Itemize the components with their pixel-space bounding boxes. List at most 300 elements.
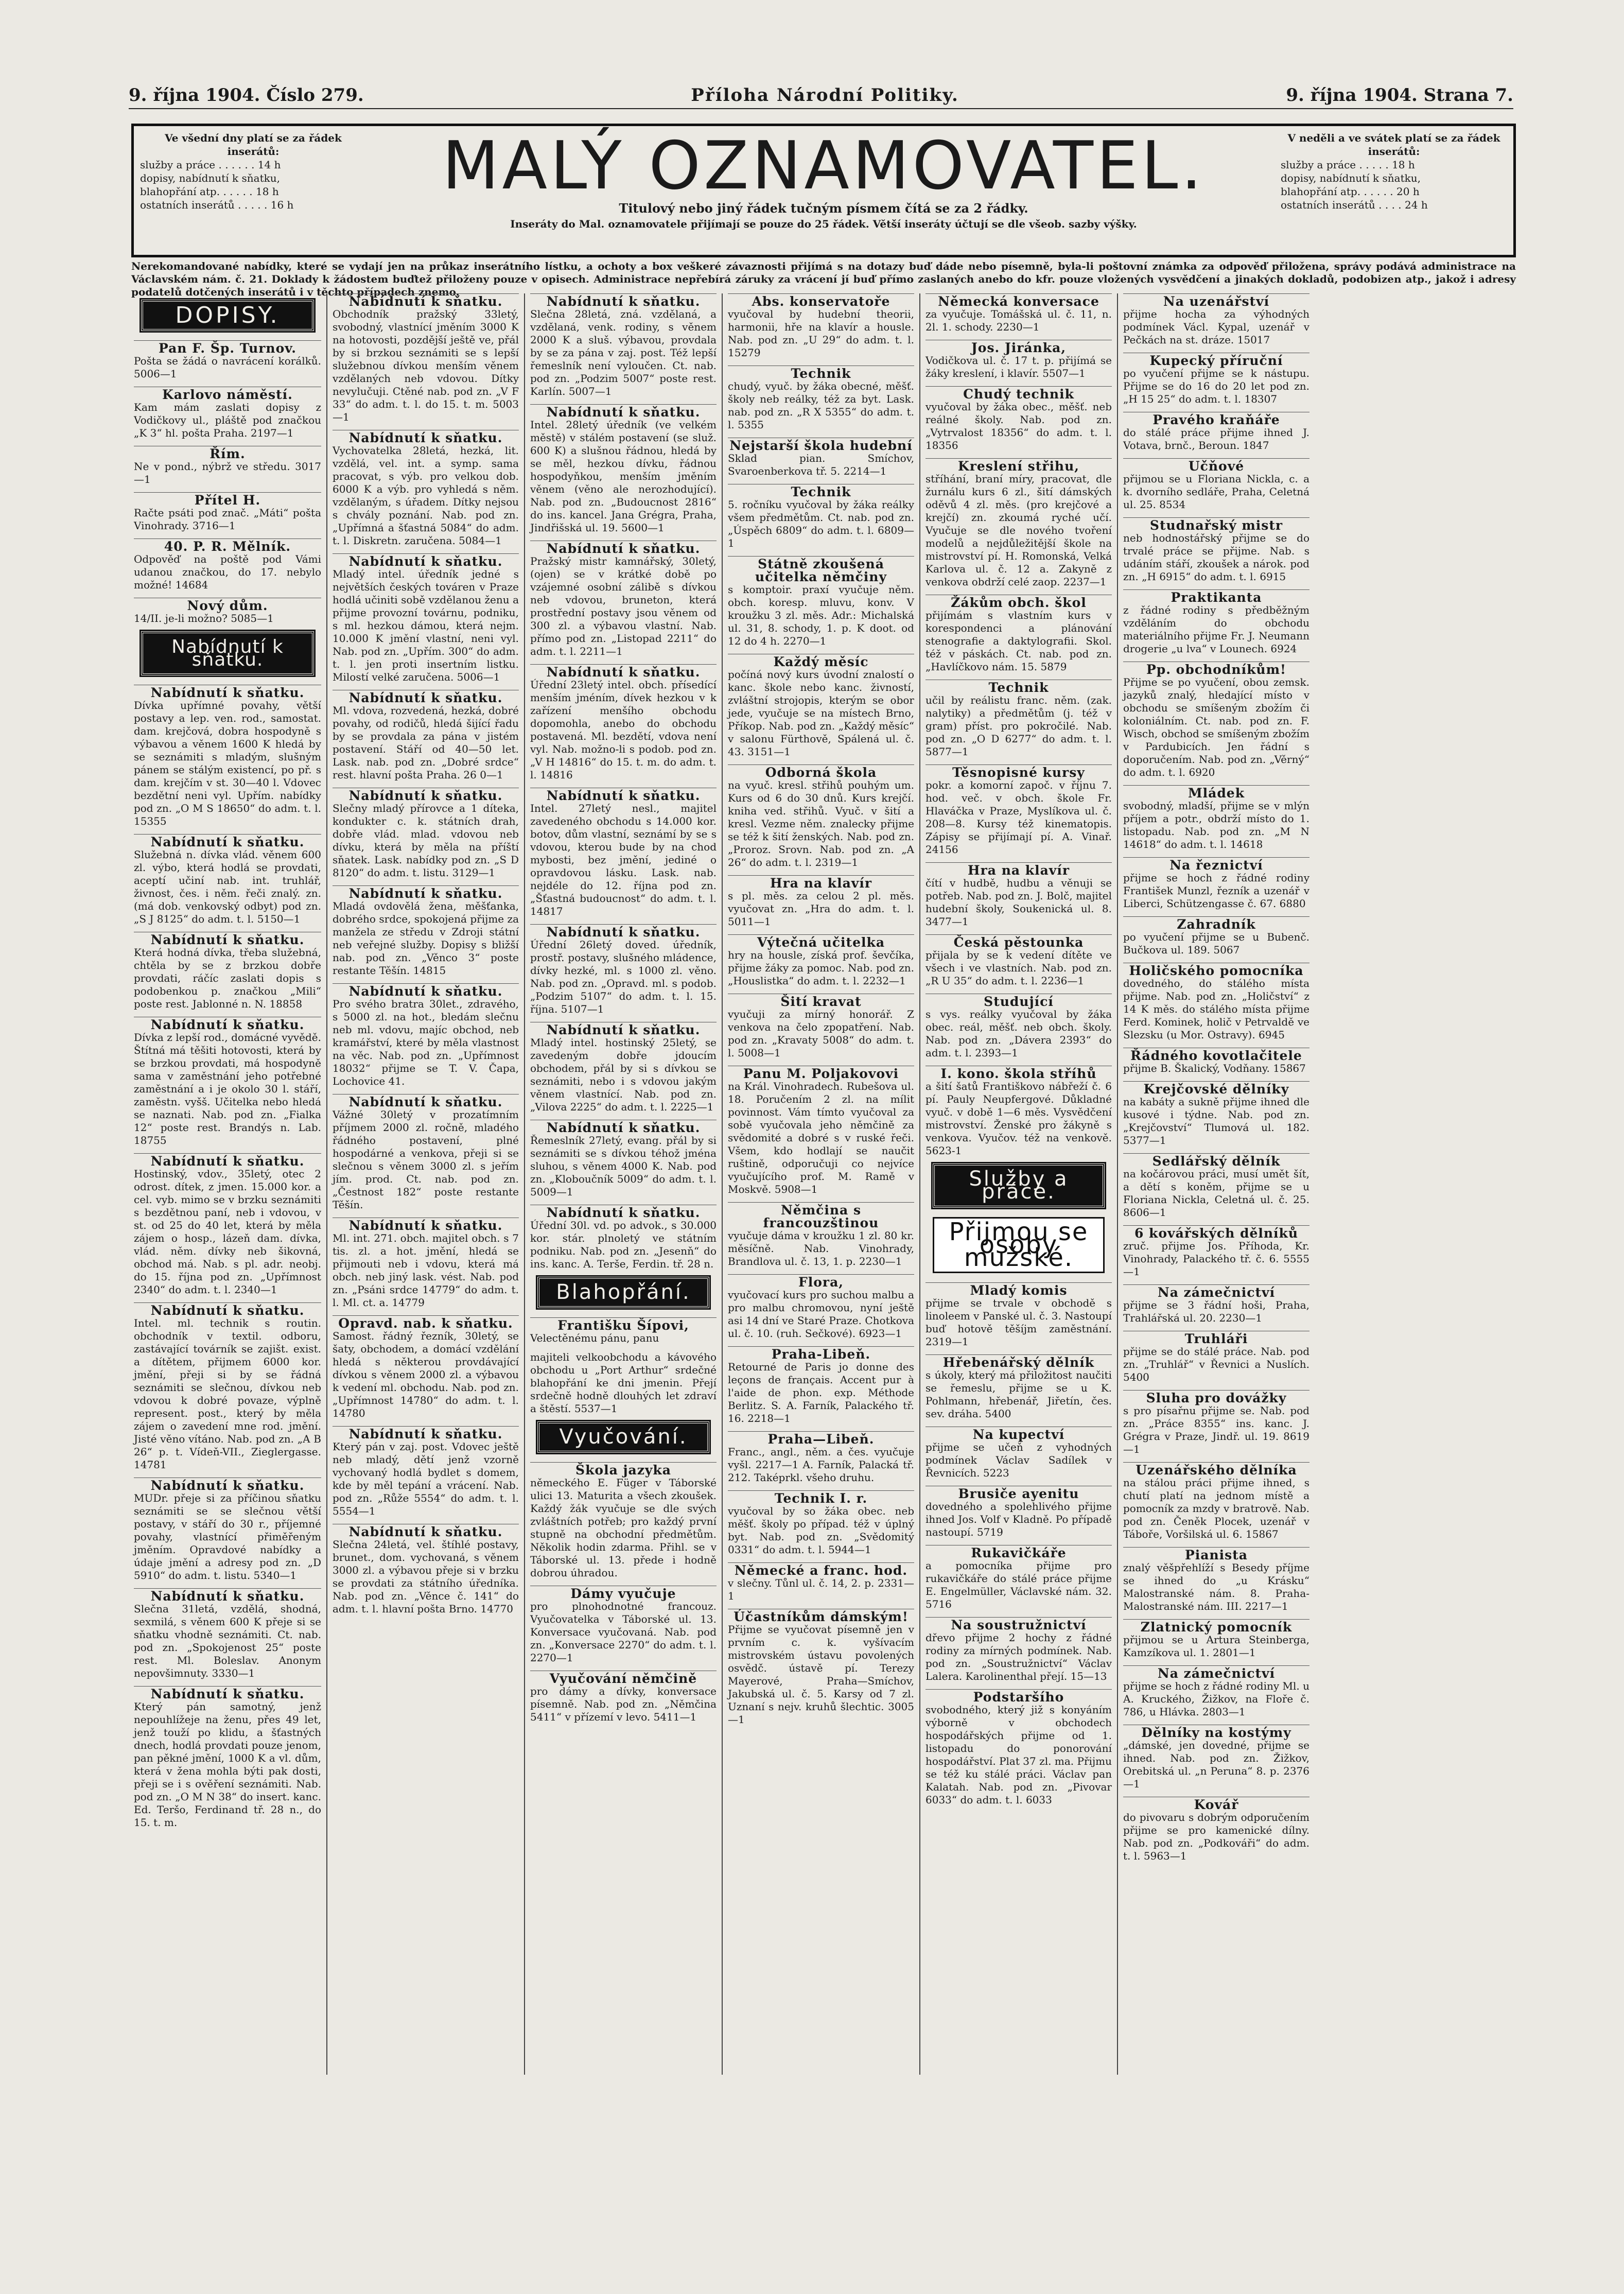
ad-heading: Každý měsíc	[728, 654, 914, 668]
ad-heading: Holičského pomocníka	[1123, 963, 1309, 977]
ad-text: Franc., angl., něm. a čes. vyučuje vyšl. 2217—1 A. Farník, Palacká tř. 212. Taképrkl. všeho druhu.	[728, 1446, 914, 1484]
classified-ad	[134, 1302, 321, 1471]
ad-text: neb hodnostářský přijme se do trvalé práce se přijme. Nab. s udáním stáří, zkoušek a nárok. pod zn. „H 6915“ do adm. t. l. 6915	[1123, 532, 1309, 583]
classified-ad	[728, 934, 914, 987]
ad-heading: Státně zkoušená učitelka němčiny	[728, 556, 914, 583]
ad-heading: Na řeznictví	[1123, 857, 1309, 872]
ad-heading: Na kupectví	[925, 1427, 1112, 1441]
section-subtitle: Titulový nebo jiný řádek tučným písmem čítá se za 2 řádky.	[619, 201, 1028, 216]
ad-heading: Nabídnutí k sňatku.	[134, 1017, 321, 1031]
classified-ad	[530, 1205, 717, 1271]
ad-heading: Nabídnutí k sňatku.	[134, 1686, 321, 1700]
ad-heading: Nabídnutí k sňatku.	[530, 788, 717, 802]
ad-text: Vážné 30letý v prozatímním příjmem 2000 zl. ročně, mladého řádného postavení, plné hospodárné a venkova, přeji si se slečnou s věnem 3000 zl. s jeřím jím. prod. Ct. nab. pod zn. „Čestnost 182“ poste restante Těšín.	[333, 1108, 519, 1211]
classified-ad	[728, 654, 914, 758]
classified-ad	[1123, 1390, 1309, 1456]
ad-heading: Chudý technik	[925, 386, 1112, 401]
ad-text: pro dámy a dívky, konversace písemně. Nab. pod zn. „Němčina 5411“ v přízemí v levo. 5411—1	[530, 1685, 717, 1723]
classified-ad	[1123, 517, 1309, 583]
ad-heading: Karlovo náměstí.	[134, 387, 321, 401]
classified-ad	[925, 595, 1112, 673]
ad-heading: Učňové	[1123, 458, 1309, 473]
rate-line: služby a práce . . . . . . 14 h	[140, 159, 281, 171]
ad-text: na stálou práci přijme ihned, s chutí platí na jednom místě a pomocník za mzdy v bratrově. Nab. pod zn. Čeněk Plocek, uzenář v Táboře, Voršilská ul. 6. 15867	[1123, 1476, 1309, 1540]
ad-text: Račte psáti pod znač. „Máti“ pošta Vinohrady. 3716—1	[134, 507, 321, 532]
ad-column	[524, 293, 722, 2075]
ad-text: vyučovací kurs pro suchou malbu a pro malbu chromovou, nyní ještě asi 14 dní ve Staré Praze. Chotkova ul. č. 10. (ruh. Sečkové). 6923—1	[728, 1289, 914, 1340]
ad-text: přijmou se u Artura Steinberga, Kamzíkova ul. 1. 2801—1	[1123, 1633, 1309, 1659]
ad-heading: Nabídnutí k sňatku.	[333, 1524, 519, 1538]
classified-ad	[333, 553, 519, 684]
ad-text: dřevo přijme 2 hochy z řádné rodiny za mírných podmínek. Nab. pod zn. „Soustružnictví“ Václav Lalera. Karolinenthal přejí. 15—13	[925, 1631, 1112, 1682]
classified-ad	[333, 1315, 519, 1420]
ad-heading: Abs. konservatoře	[728, 293, 914, 308]
section-heading-sluzby: Služby a práce.	[933, 1163, 1105, 1208]
ad-heading: Nabídnutí k sňatku.	[333, 885, 519, 900]
ad-text: Úřední 23letý intel. obch. přísedící menším jméním, dívek hezkou v k zařízení menšího obchodu dopomohla, anebo do obchodu postavená. Ml. bezdětí, vdova není vyl. Nab. možno-li s podob. pod zn. „V H 14816“ do 15. t. m. do adm. t. l. 14816	[530, 679, 717, 781]
ad-heading: Jos. Jiránka,	[925, 340, 1112, 354]
ad-heading: Krejčovské dělníky	[1123, 1081, 1309, 1096]
ad-text: s vys. reálky vyučoval by žáka obec. reál, měšť. neb obch. školy. Nab. pod zn. „Dávera 2393“ do adm. t. l. 2393—1	[925, 1008, 1112, 1059]
rates-weekday	[140, 131, 366, 212]
ad-heading: Německá konversace	[925, 293, 1112, 308]
classified-ad	[1123, 1547, 1309, 1613]
classified-ad	[728, 438, 914, 478]
ad-text: Hostinský, vdov., 35letý, otec 2 odrost. dítek, z jmen. 15.000 kor. a cel. vyb. mimo se v brzku seznámiti s bezdětnou paní, neb i vdovou, v st. od 25 do 40 let, která by měla zájem o hosp., lázeň dam. dívka, vlád. něm. dívky neb šikovná, obchod má. Nab. s pl. adr. neobj. do 15. října pod zn. „Upřímnost 2340“ do adm. t. l. 2340—1	[134, 1168, 321, 1296]
ad-heading: Hra na klavír	[728, 875, 914, 890]
ad-text: Přijme se vyučovat písemně jen v prvním c. k. vyšívacím mistrovském ústavu povolených osvědč. ústavě pí. Terezy Mayerové, Praha—Smíchov, Jakubská ul. č. 5. Karsy od 7 zl. Uznaní s nejv. kruhů šlechtic. 3005—1	[728, 1623, 914, 1726]
ad-heading: Na zámečnictví	[1123, 1284, 1309, 1299]
ad-text: přijme se učeň z vyhodných podmínek Václav Sadílek v Řevnicích. 5223	[925, 1441, 1112, 1479]
classified-ad	[728, 1346, 914, 1425]
section-heading-blahoprani: Blahopřání.	[537, 1277, 709, 1308]
ad-heading: Nabídnutí k sňatku.	[333, 1094, 519, 1108]
ad-heading: Nejstarší škola hudební	[728, 438, 914, 452]
ad-text: Retourné de Paris jo donne des leçons de français. Accent pur à l'aide de phon. exp. Méthode Berlitz. S. A. Farník, Palackého tř. 16. 2218—1	[728, 1361, 914, 1424]
ad-text: MUDr. přeje si za příčinou sňatku seznámiti se se slečnou větší postavy, v stáří do 30 r., příjemné povahy, vlastnící přiměřeným jměním. Opravdové nabídky a údaje jmění a adresy pod zn. „D 5910“ do adm. t. listu. 5340—1	[134, 1492, 321, 1582]
ad-heading: Řádného kovotlačitele	[1123, 1048, 1309, 1062]
classified-ad	[134, 932, 321, 1011]
ad-text: Mladá ovdovělá žena, měšťanka, dobrého srdce, spokojená přijme za manžela ze středu v Zdroji státní neb veřejné služby. Dopisy s bližší nab. pod zn. „Věnco 3“ poste restante Těšín. 14815	[333, 900, 519, 977]
classified-ad	[134, 446, 321, 486]
classified-ad	[925, 458, 1112, 588]
ad-text: Dívka z lepší rod., domácné vyvědě. Štítná má těšiti hotovosti, která by se brzkou provdati, má hospodyně sama v zaměstnání jeho potřebné zaměstnání a i je okolo 30 l. stáří, zaměstn. vyšš. Učitelka nebo hledá se naznati. Nab. pod zn. „Fialka 12“ poste rest. Brandýs n. Lab. 18755	[134, 1031, 321, 1146]
classified-ad	[134, 387, 321, 440]
ad-columns	[129, 293, 1513, 2075]
ad-heading: Praktikanta	[1123, 589, 1309, 604]
ad-text: po vyučení přijme se u Bubenč. Bučkova ul. 189. 5067	[1123, 931, 1309, 956]
ad-text: vyučoval by hudební theorii, harmonii, hře na klavír a housle. Nab. pod zn. „U 29“ do adm. t. l. 15279	[728, 308, 914, 359]
ad-heading: Němčina s francouzštinou	[728, 1202, 914, 1229]
ad-text: Slečna 24letá, vel. štíhlé postavy, brunet., dom. vychovaná, s věnem 3000 zl. a výbavou přeje si v brzku se provdati za státního úředníka. Nab. pod zn. „Věnce č. 141“ do adm. t. l. hlavní pošta Brno. 14770	[333, 1538, 519, 1615]
classified-ad	[333, 1094, 519, 1211]
classified-ad	[1123, 589, 1309, 655]
ad-heading: Kreslení střihu,	[925, 458, 1112, 473]
classified-ad	[1123, 1619, 1309, 1659]
header-date-issue: 9. října 1904. Číslo 279.	[129, 85, 364, 106]
section-heading-vyucovani: Vyučování.	[537, 1421, 709, 1453]
ad-text: znalý věšpřehlíží s Besedy příjme se ihned do „u Krásku“ Malostranské nám. 8. Praha-Malostranské nám. III. 2217—1	[1123, 1561, 1309, 1612]
classified-ad	[925, 764, 1112, 856]
ad-heading: Studující	[925, 994, 1112, 1008]
section-heading-dopisy: DOPISY.	[141, 300, 314, 331]
ad-text: přijímám s vlastním kurs v korespondenci a plánování stenografie a daktylografii. Skol. též v páskách. Ct. nab. pod zn. „Havlíčkovo nám. 15. 5879	[925, 609, 1112, 673]
classified-ad	[1123, 458, 1309, 511]
ad-text: učil by reálistu franc. něm. (zak. nalytiky) a předmětům (j. též v gram) příst. pro pokročilé. Nab. pod zn. „O D 6277“ do adm. t. l. 5877—1	[925, 694, 1112, 758]
classified-ad	[1123, 1797, 1309, 1863]
ad-heading: Řím.	[134, 446, 321, 460]
classified-ad	[1123, 916, 1309, 957]
ad-heading: Výtečná učitelka	[728, 934, 914, 949]
ad-heading: Nabídnutí k sňatku.	[530, 541, 717, 555]
ad-text: pro plnohodnotné francouz. Vyučovatelka v Táborské ul. 13. Konversace vyučovaná. Nab. pod zn. „Konversace 2270“ do adm. t. l. 2270—1	[530, 1600, 717, 1664]
ad-heading: Studnařský mistr	[1123, 517, 1309, 532]
classified-ad	[1123, 662, 1309, 779]
classified-ad	[925, 994, 1112, 1059]
ad-text: na kabáty a sukně přijme ihned dle kusové i týdne. Nab. pod zn. „Krejčovství“ Tlumová ul. 182. 5377—1	[1123, 1096, 1309, 1146]
ad-heading: Františku Šípovi,	[530, 1317, 717, 1332]
ad-text: a pomocníka přijme pro rukavičkáře do stálé práce přijme E. Engelmüller, Václavské nám. 32. 5716	[925, 1559, 1112, 1610]
ad-text: přijme se hoch z řádné rodiny Ml. u A. Kruckého, Žižkov, na Floře č. 786, u Hlávka. 2803—1	[1123, 1680, 1310, 1718]
ad-text: Samost. řádný řezník, 30letý, se šaty, obchodem, a domácí vzdělání hledá s některou provdávající dívkou s věnem 2000 zl. a výbavou k vedení ml. obchodu. Nab. pod zn. „Upřímnost 14780“ do adm. t. l. 14780	[333, 1330, 519, 1419]
classified-ad	[530, 664, 717, 781]
ad-text: Vychovatelka 28letá, hezká, lit. vzdělá, vel. int. a symp. sama pracovat, s výb. pro velkou dob. 6000 K a výb. pro vyhledá s něm. vzdělaným, s úřadem. Dítky nejsou s chvály poznání. Nab. pod zn. „Upřímná a šťastná 5084“ do adm. t. l. Diskretn. zaručena. 5084—1	[333, 444, 519, 547]
classified-ad	[134, 1153, 321, 1296]
classified-ad	[134, 538, 321, 592]
classified-ad	[1123, 1665, 1309, 1718]
ad-text: do stálé práce přijme ihned J. Votava, brnč., Beroun. 1847	[1123, 426, 1309, 451]
classified-ad	[333, 1218, 519, 1309]
ad-text: přijme B. Škalický, Vodňany. 15867	[1123, 1062, 1306, 1074]
ad-text: Obchodník pražský 33letý, svobodný, vlastnící jměním 3000 K na hotovosti, pozdější ještě ve, přál by si brzkou seznámiti se s lepší služebnou dívkou menším věnem vzdělaných neb vdovou. Dítky nevylučuji. Ctěné nab. pod zn. „V F 33“ do adm. t. l. do 15. t. m. 5003—1	[333, 308, 519, 423]
ad-heading: Nabídnutí k sňatku.	[134, 932, 321, 946]
ad-heading: Na zámečnictví	[1123, 1665, 1309, 1680]
ad-heading: Nabídnutí k sňatku.	[333, 983, 519, 998]
ad-heading: Pravého kraňáře	[1123, 412, 1309, 426]
ad-heading: Technik	[728, 366, 914, 380]
ad-column	[722, 293, 919, 2075]
ad-text: „dámské, jen dovedné, přijme se ihned. Nab. pod zn. Žižkov, Orebitská ul. „n Peruna“ 8. p. 2376—1	[1123, 1739, 1309, 1790]
ad-text: svobodný, mladší, přijme se v mlýn příjem a potr., obdrží místo do 1. listopadu. Nab. pod zn. „M N 14618“ do adm. t. l. 14618	[1123, 800, 1309, 850]
ad-heading: Nabídnutí k sňatku.	[530, 664, 717, 679]
classified-ad	[530, 1671, 717, 1724]
classified-ad	[728, 484, 914, 550]
ad-heading: Na uzenářství	[1123, 293, 1309, 308]
ad-heading: Nabídnutí k sňatku.	[530, 1120, 717, 1134]
classified-ad	[728, 1066, 914, 1196]
ad-heading: Opravd. nab. k sňatku.	[333, 1315, 519, 1330]
classified-ad	[530, 1317, 717, 1345]
classified-ad	[1123, 353, 1309, 406]
rates-weekday-heading: Ve všední dny platí se za řádek inserátů:	[165, 132, 342, 158]
rate-line: ostatních inserátů . . . . . 16 h	[140, 199, 294, 211]
rate-line: dopisy, nabídnutí k sňatku,	[1281, 172, 1421, 184]
classified-ad	[1123, 1462, 1309, 1541]
ad-heading: I. kono. škola stříhů	[925, 1066, 1112, 1080]
classified-ad	[925, 1354, 1112, 1420]
classified-ad	[728, 293, 914, 359]
classified-ad	[925, 293, 1112, 334]
ad-heading: Pianista	[1123, 1547, 1309, 1561]
ad-text: svobodného, který již s konyáním výborně v obchodech hospodářských přijme od 1. listopadu do ponorování hospodářství. Plat 37 zl. ma. Přijmu se též ku stálé práci. Václav pan Kalatah. Nab. pod zn. „Pivovar 6033“ do adm. t. l. 6033	[925, 1704, 1112, 1806]
ad-text: s pro písařnu přijme se. Nab. pod zn. „Práce 8355“ ins. kanc. J. Grégra v Praze, Jindř. ul. 19. 8619—1	[1123, 1404, 1309, 1455]
classified-ad	[728, 366, 914, 431]
ad-text: Intel. 27letý nesl., majitel zavedeného obchodu s 14.000 kor. botov, dům vlastní, seznámí by se s vdovou, kterou bude by na chod mybosti, bez jmění, jediné o opravdovou lásku. Lask. nab. nejdéle do 12. října pod zn. „Šťastná budoucnost“ do adm. t. l. 14817	[530, 802, 717, 917]
ad-heading: Nabídnutí k sňatku.	[134, 1153, 321, 1168]
classified-ad	[1123, 412, 1309, 452]
ad-text: Úřední 30l. vd. po advok., s 30.000 kor. stár. plnoletý ve státním podniku. Nab. pod zn. „Jesenň“ do ins. kanc. A. Terše, Ferdin. tř. 28 n.	[530, 1219, 717, 1270]
classified-ad	[530, 1586, 717, 1664]
ad-heading: Mladý komis	[925, 1282, 1112, 1297]
ad-text: chudý, vyuč. by žáka obecné, měšť. školy neb reálky, též za byt. Lask. nab. pod zn. „R X 5355“ do adm. t. l. 5355	[728, 380, 914, 431]
ad-heading: Nabídnutí k sňatku.	[333, 1426, 519, 1440]
ad-heading: Žákům obch. škol	[925, 595, 1112, 609]
ad-text: Ml. vdova, rozvedená, hezká, dobré povahy, od rodičů, hledá šijící řadu by se provdala za pána v jistém postavení. Stáří od 40—50 let. Lask. nab. pod zn. „Dobré srdce“ rest. hlavní pošta Praha. 26 0—1	[333, 704, 519, 781]
ad-heading: Nabídnutí k sňatku.	[333, 553, 519, 568]
ad-heading: Nabídnutí k sňatku.	[333, 293, 519, 308]
ad-text: Který pán v zaj. post. Vdovec ještě neb mladý, dětí jenž vzorně vychovaný hodlá bydlet s domem, kde by měl tepání a vrácení. Nab. pod zn. „Růže 5554“ do adm. t. l. 5554—1	[333, 1440, 519, 1517]
classified-ad	[134, 685, 321, 828]
classified-ad	[134, 492, 321, 532]
classified-ad	[728, 556, 914, 648]
ad-heading: Praha-Libeň.	[728, 1346, 914, 1361]
rate-line: dopisy, nabídnutí k sňatku,	[140, 172, 280, 184]
classified-ad	[530, 293, 717, 398]
ad-text: Velectěnému pánu, panu	[530, 1332, 659, 1344]
classified-ad	[925, 680, 1112, 758]
classified-ad	[728, 1431, 914, 1484]
ad-text: Mladý intel. hostinský 25letý, se zavedeným dobře jdoucím obchodem, přál by si s dívkou se seznámiti, nebo i s vdovou jakým věnem vlastnící. Nab. pod zn. „Vilova 2225“ do adm. t. l. 2225—1	[530, 1036, 717, 1113]
ad-heading: Sluha pro dovážky	[1123, 1390, 1309, 1404]
ad-text: na vyuč. kresl. střihů pouhým um. Kurs od 6 do 30 dnů. Kurs krejčí. kniha ved. střihů. Vyuč. v šití a kresl. Vezme něm. znalecky přijme se též k šití ženských. Nab. pod zn. „Proroz. Srovn. Nab. pod zn. „A 26“ do adm. t. l. 2319—1	[728, 779, 914, 868]
ad-heading: 6 kovářských dělníků	[1123, 1225, 1309, 1240]
ad-text: do pivovaru s dobrým odporučením přijme se pro kamenické dílny. Nab. pod zn. „Podkováři“ do adm. t. l. 5963—1	[1123, 1811, 1309, 1862]
ad-text: přijme se trvale v obchodě s linoleem v Panské ul. č. 3. Nastoupí buď hotově těšíjm zaměstnání. 2319—1	[925, 1297, 1112, 1348]
classified-ad	[1123, 1725, 1309, 1791]
ad-text: Ne v pond., nýbrž ve středu. 3017—1	[134, 460, 321, 485]
rate-line: blahopřání atp. . . . . . 18 h	[140, 185, 279, 198]
ad-heading: Zlatnický pomocník	[1123, 1619, 1309, 1633]
classifieds-banner	[131, 124, 1516, 257]
ad-text: zruč. přijme Jos. Příhoda, Kr. Vinohrady, Palackého tř. č. 6. 5555—1	[1123, 1240, 1309, 1278]
classified-ad	[925, 1282, 1112, 1348]
ad-heading: Praha—Libeň.	[728, 1431, 914, 1446]
classified-ad	[134, 1017, 321, 1147]
ad-text: přijme se do stálé práce. Nab. pod zn. „Truhlář“ v Řevnici a Nuslích. 5400	[1123, 1345, 1309, 1383]
ad-text: Pošta se žádá o navrácení korálků. 5006—1	[134, 355, 321, 380]
section-heading-prijmou: Přijmou se osoby mužské.	[933, 1217, 1105, 1273]
ad-heading: Nabídnutí k sňatku.	[333, 690, 519, 704]
ad-heading: Flora,	[728, 1274, 914, 1289]
ad-heading: Nabídnutí k sňatku.	[134, 1588, 321, 1603]
ad-text: Pražský mistr kamnářský, 30letý, (ojen) se v krátké době po vzájemné osobní zálibě s dívkou neb vdovou, bruneton, která prostřední postavy jsou věnem od 300 zl. a výbavou vlastní. Nab. přímo pod zn. „Listopad 2211“ do adm. t. l. 2211—1	[530, 555, 717, 657]
ad-heading: Nabídnutí k sňatku.	[134, 1478, 321, 1492]
classified-ad	[728, 1609, 914, 1726]
classified-ad	[1123, 1048, 1309, 1075]
ad-heading: Nabídnutí k sňatku.	[530, 1205, 717, 1219]
classified-ad	[134, 598, 321, 625]
classified-ad	[728, 994, 914, 1059]
classified-ad	[1123, 1153, 1309, 1219]
ad-heading: Nabídnutí k sňatku.	[530, 1022, 717, 1036]
classified-ad	[333, 1426, 519, 1518]
ad-heading: Hra na klavír	[925, 862, 1112, 877]
classified-ad	[530, 1120, 717, 1198]
classified-ad	[134, 1588, 321, 1680]
classified-ad	[333, 983, 519, 1088]
ad-heading: Nabídnutí k sňatku.	[530, 404, 717, 419]
classified-ad	[530, 924, 717, 1016]
ad-heading: Podstaršího	[925, 1689, 1112, 1704]
classified-ad	[925, 1427, 1112, 1480]
section-note: Inseráty do Mal. oznamovatele přijímají se pouze do 25 řádek. Větší inseráty účtují se dle všeob. sazby výšky.	[510, 218, 1137, 230]
ad-heading: Vyučování němčině	[530, 1671, 717, 1685]
classified-ad	[1123, 293, 1309, 346]
ad-heading: Sedlářský dělník	[1123, 1153, 1309, 1168]
ad-text: Přijme se po vyučení, obou zemsk. jazyků znalý, hledající místo v obchodu se smíšeným zbožím či koloniálním. Ct. nab. pod zn. F. Wisch, obchod se smíšeným zbožím v Pardubicích. Jen řádní s doporučením. Nab. pod zn. „Věrný“ do adm. t. l. 6920	[1123, 676, 1309, 778]
ad-heading: Škola jazyka	[530, 1462, 717, 1476]
classified-ad	[925, 1689, 1112, 1806]
ad-heading: Pan F. Šp. Turnov.	[134, 340, 321, 355]
ad-heading: Technik I. r.	[728, 1490, 914, 1505]
ad-text: německého E. Füger v Táborské ulici 13. Maturita a všech zkoušek. Každý žák vyučuje se dle svých zvláštních potřeb; pro každý první stupně na obchodní předmětům. Několik hodin zdarma. Přihl. se v Táborské ul. 13. přede i hodně dobrou úhradou.	[530, 1476, 717, 1579]
ad-text: v slečny. Tůnl ul. č. 14, 2. p. 2331—1	[728, 1577, 914, 1602]
ad-text: Vodičkova ul. č. 17 t. p. přijímá se žáky kreslení, i klavír. 5507—1	[925, 354, 1112, 379]
page-header	[129, 82, 1513, 109]
ad-text: přijme hocha za výhodných podmínek Václ. Kypal, uzenář v Pečkách na st. dráze. 15017	[1123, 308, 1309, 346]
ad-text: Úřední 26letý doved. úředník, prostř. postavy, slušného mládence, dívky hezké, ml. s 1000 zl. věno. Nab. pod zn. „Opravd. ml. s podob. „Podzim 5107“ do adm. t. l. 15. října. 5107—1	[530, 939, 717, 1015]
ad-text: hry na housle, získá prof. ševčíka, přijme žáky za pomoc. Nab. pod zn. „Houslistka“ do adm. t. l. 2232—1	[728, 949, 914, 987]
ad-heading: Technik	[728, 484, 914, 498]
ad-heading: Mládek	[1123, 785, 1309, 800]
ad-text: s komptoir. praxí vyučuje něm. obch. koresp. mluvu, konv. V kroužku 3 zl. měs. Adr.: Michalská ul. 31, 8. schody, 1. p. K doot. od 12 do 4 h. 2270—1	[728, 583, 914, 647]
ad-heading: Nabídnutí k sňatku.	[333, 430, 519, 444]
ad-heading: Panu M. Poljakovovi	[728, 1066, 914, 1080]
classified-ad	[530, 541, 717, 658]
ad-text: dovedného a spolehlivého přijme ihned Jos. Volf v Kladně. Po případě nastoupí. 5719	[925, 1500, 1112, 1538]
ad-text: vyučuje dáma v kroužku 1 zl. 80 kr. měsíčně. Nab. Vinohrady, Brandlova ul. č. 13, 1. p. 2230—1	[728, 1229, 914, 1267]
classified-ad	[333, 690, 519, 781]
classified-ad	[925, 1617, 1112, 1683]
ad-heading: Německé a franc. hod.	[728, 1562, 914, 1577]
rates-holiday	[1281, 131, 1507, 212]
ad-heading: Kupecký příruční	[1123, 353, 1309, 367]
ad-heading: Dámy vyučuje	[530, 1586, 717, 1600]
header-date-page: 9. října 1904. Strana 7.	[1286, 85, 1513, 106]
ad-heading: Nový dům.	[134, 598, 321, 612]
classified-ad	[134, 834, 321, 926]
classified-ad	[1123, 963, 1309, 1041]
rate-line: služby a práce . . . . . 18 h	[1281, 159, 1415, 171]
ad-heading: 40. P. R. Mělník.	[134, 538, 321, 553]
ad-text: pokr. a komorní započ. v říjnu 7. hod. več. v obch. škole Fr. Hlaváčka v Praze, Myslíkova ul. č. 208—8. Kursy též kinematopis. Zápisy se přijímají pí. A. Vinař. 24156	[925, 779, 1112, 856]
ad-text: Slečna 28letá, zná. vzdělaná, a vzdělaná, venk. rodiny, s věnem 2000 K a sluš. výbavou, provdala by se za pána v zaj. post. Též lepší řemeslník není vyloučen. Ct. nab. pod zn. „Podzim 5007“ poste rest. Karlín. 5007—1	[530, 308, 717, 397]
ad-heading: Těsnopisné kursy	[925, 764, 1112, 779]
ad-text: Sklad pian. Smíchov, Svaroenberkova tř. 5. 2214—1	[728, 452, 914, 477]
ad-heading: Přítel H.	[134, 492, 321, 507]
classified-ad	[1123, 785, 1309, 851]
classified-ad	[925, 1066, 1112, 1157]
ad-heading: Nabídnutí k sňatku.	[530, 293, 717, 308]
classified-ad	[134, 1478, 321, 1582]
classified-ad	[1123, 1331, 1309, 1384]
classified-ad	[530, 1351, 717, 1415]
ad-heading: Odborná škola	[728, 764, 914, 779]
ad-text: na kočárovou práci, musí umět šít, a dětí s koněm, přijme se u Floriana Nickla, Celetná ul. č. 25. 8606—1	[1123, 1168, 1309, 1219]
ad-heading: Zahradník	[1123, 916, 1309, 931]
ad-text: přijala by se k vedení dítěte ve všech i ve vlastních. Nab. pod zn. „R U 35“ do adm. t. l. 2236—1	[925, 949, 1112, 987]
banner-terms: Nerekomandované nabídky, které se vydají jen na průkaz inserátního lístku, a ochoty a box veškeré závaznosti přijímá s na dotazy buď dáde nebo písemně, byla-li poštovní známka za odpověď přiložena, správy podává administrace na Václavském nám. č. 21. Doklady k žádostem buďtež přiloženy pouze v opisech. Administrace nepřebírá záruky za vrácení jí buď přímo zaslaných anebo do kfr. pouze vložených vysvědčení a jinakých dokladů, podobizen atp., jakož i adresy podatelů dotčených inserátů i v těchto případech znemo.	[131, 260, 1516, 298]
ad-text: Slečny mladý přírovce a 1 díteka, kondukter c. k. státních drah, dobře vlád. mlad. vdovou neb dívku, která by měla na příští sňatek. Lask. nabídky pod zn. „S D 8120“ do adm. t. listu. 3129—1	[333, 802, 519, 879]
ad-column	[326, 293, 524, 2075]
ad-text: Intel. ml. technik s routin. obchodník v textil. odboru, zastávající továrník se zajišt. exist. a dítětem, přijmem 6000 kor. jmění, přeji si by se řádná seznámiti se slečnou, dívkou neb vdovou k dobré povaze, výplně represent. post., který by měla zájem o zavedení mne rod. jmění. Jisté věno vítáno. Nab. pod zn. „A B 26“ p. t. Vídeň-VII., Zieglergasse. 14781	[134, 1317, 321, 1471]
classified-ad	[728, 764, 914, 869]
ad-text: přijme se hoch z řádné rodiny František Munzl, řezník a uzenář v Liberci, Schützengasse č. 67. 6880	[1123, 872, 1309, 910]
classified-ad	[333, 885, 519, 977]
ad-text: Služebná n. dívka vlád. věnem 600 zl. výbo, která hodlá se provdati, aceptí učiní nab. int. truhlář, živnost, čes. i něm. řeči znalý. zn. (má dob. venkovský odbyt) pod zn. „S J 8125“ do adm. t. l. 5150—1	[134, 848, 321, 925]
classified-ad	[728, 1202, 914, 1268]
classified-ad	[728, 1562, 914, 1603]
rates-holiday-heading: V neděli a ve svátek platí se za řádek inserátů:	[1287, 132, 1500, 158]
ad-text: 5. ročníku vyučoval by žáka reálky všem předmětům. Ct. nab. pod zn. „Úspěch 6809“ do adm. t. l. 6809—1	[728, 498, 914, 549]
ad-heading: Nabídnutí k sňatku.	[134, 1302, 321, 1317]
ad-heading: Kovář	[1123, 1797, 1309, 1811]
ad-text: přijmou se u Floriana Nickla, c. a k. dvorního sedláře, Praha, Celetná ul. 25. 8534	[1123, 473, 1309, 511]
ad-text: Kam mám zaslati dopisy z Vodičkovy ul., pláště pod značkou „K 3“ hl. pošta Praha. 2197—1	[134, 401, 321, 439]
ad-text: čítí v hudbě, hudbu a věnuji se potřeb. Nab. pod zn. J. Bolč, majitel hudební školy, Soukenická ul. 8. 3477—1	[925, 877, 1112, 928]
ad-heading: Technik	[925, 680, 1112, 694]
ad-text: s úkoly, který má přiložitost naučiti se řemeslu, přijme se u K. Pohlmann, hřebenář, Jiřetín, čes. sev. dráha. 5400	[925, 1369, 1112, 1420]
ad-heading: Hřebenářský dělník	[925, 1354, 1112, 1369]
ad-text: na Král. Vinohradech. Rubešova ul. 18. Poručením 2 zl. na mílit povinnost. Vám tímto vyučoval za sobě vyučovala jeho němčině za svědomité a dobré s v ruské řeči. Všem, kdo hodlají se naučit ruštině, odporučuji co nejvíce vyučujícího prof. M. Ramě v Moskvě. 5908—1	[728, 1080, 914, 1195]
ad-text: vyučoval by so žáka obec. neb měšť. školy po případ. též v úplný byt. Nab. pod zn. „Svědomitý 0331“ do adm. t. l. 5944—1	[728, 1505, 914, 1556]
classified-ad	[1123, 1284, 1309, 1325]
ad-heading: Účastníkům dámským!	[728, 1609, 914, 1623]
classified-ad	[333, 293, 519, 424]
classified-ad	[925, 1486, 1112, 1539]
ad-text: Mladý intel. úředník jedné s největších českých továren v Praze hodlá učiniti sobě vzdělanou ženu a přijme provozní továrnu, podniku, s ml. hezkou dámou, která nejm. 10.000 K jmění vlastní, neni vyl. Nab. pod zn. „Upřím. 300“ do adm. t. l. jen proti insertním listku. Milostí velké zaručena. 5006—1	[333, 568, 519, 683]
section-heading-nabidnuti: Nabídnutí k sňatku.	[141, 631, 314, 675]
ad-text: z řádné rodiny s předběžným vzděláním do obchodu materiálního přijme Fr. J. Neumann drogerie „u lva“ v Lounech. 6924	[1123, 604, 1309, 655]
ad-text: Intel. 28letý úředník (ve velkém městě) v stálém postavení (se služ. 600 K) a slušnou řádnou, hledá by se měl, hezkou dívku, řádnou hospodyňkou, menším jměním věnem (věno ale nerozhodující). Nab. pod zn. „Budoucnost 2816“ do ins. kancel. Jana Grégra, Praha, Jindřišská ul. 19. 5600—1	[530, 419, 717, 534]
classified-ad	[728, 1490, 914, 1556]
classified-ad	[1123, 857, 1309, 910]
ad-text: počíná nový kurs úvodní znalostí o kanc. škole nebo kanc. živností, zvláštní strojopis, kterým se obor jede, vyučuje se na místech Brno, Příkop. Nab. pod zn. „Každý měsíc“ v salonu Fürthově, Spálená ul. č. 43. 3151—1	[728, 668, 914, 758]
ad-heading: Nabídnutí k sňatku.	[134, 834, 321, 848]
ad-heading: Nabídnutí k sňatku.	[134, 685, 321, 699]
ad-text: Dívka upřímné povahy, větší postavy a lep. ven. rod., samostat. dam. krejčová, dobra hospodyně s výbavou a věnem 1600 K hledá by se seznámiti s mladým, slušným pánem se stálým existencí, po př. s dam. krejčím v st. 30—40 l. Vdovec bezdětní neni vyl. Upřím. nabídky pod zn. „O M S 18650“ do adm. t. l. 15355	[134, 699, 321, 827]
ad-column	[1117, 293, 1315, 2075]
classified-ad	[530, 404, 717, 534]
classified-ad	[925, 340, 1112, 380]
ad-text: Který pán samotný, jenž nepouhlížeje na ženu, přes 49 let, jenž touží po klidu, a šťastných dnech, hodlá provdati pouze jenom, pan pěkné jmění, 1000 K a vl. dům, která v žena mohla býti pak dosti, přeji se i s ověření seznámiti. Nab. pod zn. „O M N 38“ do insert. kanc. Ed. Teršo, Ferdinand tř. 28 n., do 15. t. m.	[134, 1700, 321, 1829]
ad-text: za vyučuje. Tomášská ul. č. 11, n. 2l. 1. schody. 2230—1	[925, 308, 1112, 333]
ad-heading: Pp. obchodníkům!	[1123, 662, 1309, 676]
ad-text: přijme se 3 řádní hoši, Praha, Trahlářská ul. 20. 2230—1	[1123, 1299, 1309, 1324]
ad-text: stříhání, braní míry, pracovat, dle žurnálu kurs 6 zl., šití dámských oděvů 4 zl. měs. (pro krejčové a krejčí) zn. zkoumá ryché učí. Vyučuje se dle nového tvoření modelů a nejdůležitější škole na mistrovství pí. H. Romonská, Velká Karlova ul. č. 12 a. Zakyně z venkova obdrží celé zaop. 2237—1	[925, 473, 1112, 588]
ad-heading: Nabídnutí k sňatku.	[530, 924, 717, 939]
ad-heading: Brusiče ayenitu	[925, 1486, 1112, 1500]
ad-column	[919, 293, 1117, 2075]
ad-text: vyučuji za mírný honorář. Z venkova na čelo zpopatření. Nab. pod zn. „Kravaty 5008“ do adm. t. l. 5008—1	[728, 1008, 914, 1059]
classified-ad	[333, 1524, 519, 1615]
ad-heading: Rukavičkáře	[925, 1545, 1112, 1559]
classified-ad	[925, 862, 1112, 928]
ad-heading: Nabídnutí k sňatku.	[333, 788, 519, 802]
classified-ad	[728, 1274, 914, 1340]
classified-ad	[530, 1022, 717, 1114]
classified-ad	[925, 934, 1112, 987]
